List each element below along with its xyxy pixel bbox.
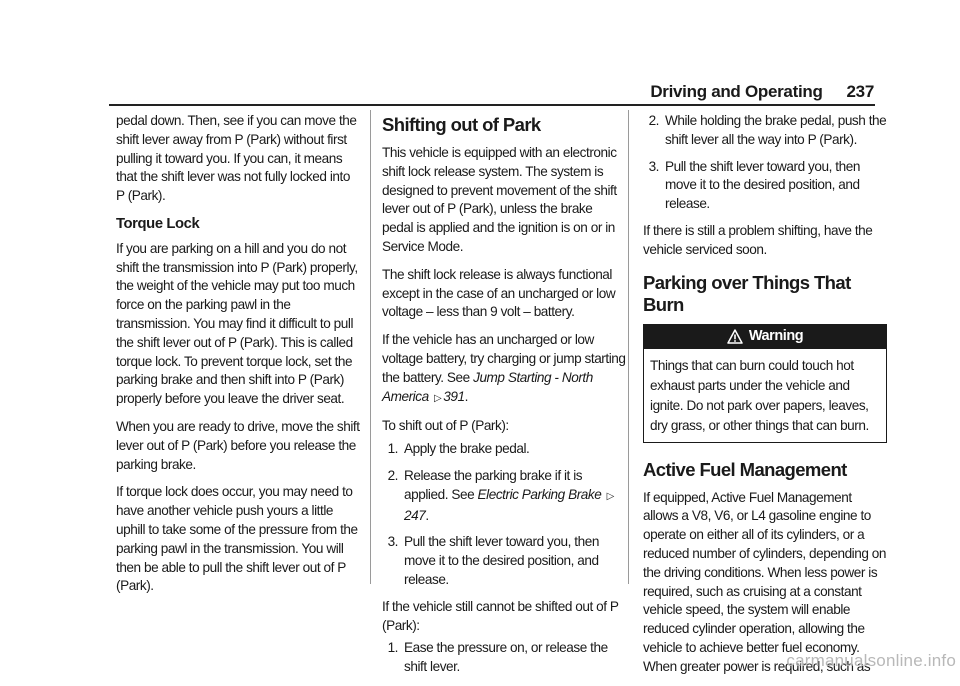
page-arrow-icon: ▷ [434, 392, 442, 404]
paragraph: If equipped, Active Fuel Management allows a V8, V6, or L4 gasoline engine to operate on either all of its cylinders, or a reduced number of cylinders, depending on the driving conditions. When less power is required, such as cruising at a constant vehicle speed, the system will enable reduced cylinder operation, allowing the vehicle to achieve better fuel economy. When greater power is required, such as [643, 489, 887, 674]
paragraph: If the vehicle still cannot be shifted out of P (Park): [382, 598, 619, 633]
page-header [650, 82, 874, 102]
heading-active-fuel-management: Active Fuel Management [643, 458, 847, 480]
heading-parking-over-things-that-burn: Parking over Things That Burn [643, 271, 851, 315]
paragraph: pedal down. Then, see if you can move the shift lever away from P (Park) without first pulling it toward you. If you can, it means that the shift lever was not fully locked into P (Park). [116, 113, 357, 204]
column-middle [382, 112, 626, 685]
steps-list [382, 440, 626, 590]
paragraph: If you are parking on a hill and you do not shift the transmission into P (Park) properly, the weight of the vehicle may put too much force on the parking pawl in the transmission. You may find it difficult to pull the shift lever out of P (Park). This is called torque lock. To prevent torque lock, set the parking brake and then shift into P (Park) properly before you leave the driver seat. [116, 240, 358, 407]
header-rule [109, 104, 875, 106]
warning-icon [727, 329, 743, 345]
warning-title: Warning [748, 328, 804, 345]
column-divider [370, 110, 371, 584]
paragraph: The shift lock release is always functional except in the case of an uncharged or low voltage – less than 9 volt – battery. [382, 266, 616, 320]
list-item: 2. Release the parking brake if it is applied. See Electric Parking Brake ▷247. [387, 467, 614, 523]
list-item: 2. While holding the brake pedal, push the shift lever all the way into P (Park). [648, 113, 887, 147]
watermark: carmanualsonline.info [786, 651, 956, 670]
page-reference[interactable]: 247 [404, 507, 426, 523]
paragraph: To shift out of P (Park): [382, 418, 509, 434]
warning-box [643, 324, 887, 443]
paragraph-text: If the vehicle has an uncharged or low voltage battery, try charging or jump starting the battery. See [382, 332, 626, 385]
cross-reference-link[interactable]: Electric Parking Brake [477, 486, 602, 502]
cross-reference-link[interactable]: Jump Starting - North America [382, 369, 593, 404]
section-title: Driving and Operating [650, 82, 823, 101]
heading-torque-lock: Torque Lock [116, 215, 200, 232]
list-item: 3. Pull the shift lever toward you, then move it to the desired position, and release. [387, 534, 599, 587]
paragraph: When you are ready to drive, move the shift lever out of P (Park) before you release the parking brake. [116, 418, 360, 472]
list-item: 1. Ease the pressure on, or release the shift lever. [387, 640, 608, 675]
page-arrow-icon: ▷ [606, 490, 614, 502]
paragraph: If the vehicle has an uncharged or low voltage battery, try charging or jump starting the battery. See Jump Starting - North America ▷ 391. [382, 331, 626, 408]
list-item: 3. Pull the shift lever toward you, then move it to the desired position, and release. [648, 158, 860, 212]
page-number: 237 [846, 82, 874, 101]
paragraph: If there is still a problem shifting, have the vehicle serviced soon. [643, 222, 873, 257]
warning-header [644, 325, 886, 349]
page-reference[interactable]: 391 [443, 388, 465, 404]
paragraph: If torque lock does occur, you may need to have another vehicle push yours a little uphill to take some of the pressure from the parking pawl in the transmission. You will then be able to pull the shift lever out of P (Park). [116, 484, 358, 594]
heading-shifting-out-of-park: Shifting out of Park [382, 114, 541, 135]
column-right [643, 112, 887, 686]
steps-list [643, 112, 887, 214]
list-item: 1. Apply the brake pedal. [387, 441, 530, 457]
column-left [116, 112, 360, 605]
warning-text: Things that can burn could touch hot exhaust parts under the vehicle and ignite. Do not park over papers, leaves, dry grass, or other things that can burn. [650, 357, 869, 433]
steps-list [382, 639, 626, 677]
paragraph: This vehicle is equipped with an electronic shift lock release system. The system is designed to prevent movement of the shift lever out of P (Park), unless the brake pedal is applied and the ignition is on or in Service Mode. [382, 145, 617, 254]
column-divider [628, 110, 629, 584]
